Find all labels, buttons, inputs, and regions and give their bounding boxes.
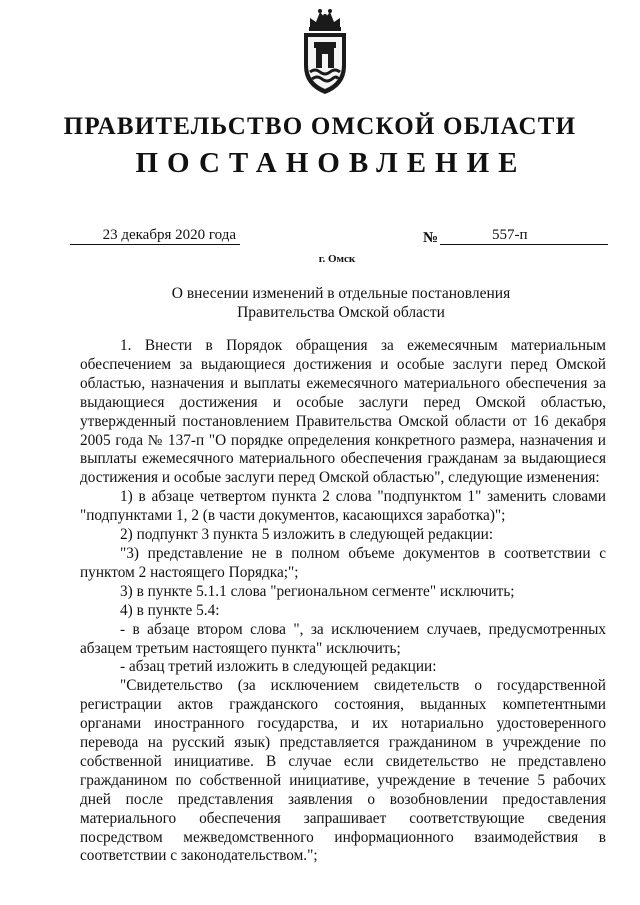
paragraph: 1) в абзаце четвертом пункта 2 слова "подпунктом 1" заменить словами "подпунктами 1, 2 (в части документов, касающихся заработка)"; bbox=[80, 488, 606, 525]
document-body bbox=[80, 337, 606, 866]
subject-line-2: Правительства Омской области bbox=[237, 303, 445, 321]
document-subject bbox=[0, 285, 640, 322]
paragraph: - абзац третий изложить в следующей редакции: bbox=[120, 658, 437, 676]
coat-of-arms-icon bbox=[296, 6, 354, 96]
paragraph: "3) представление не в полном объеме документов в соответствии с пунктом 2 настоящего Порядка;"; bbox=[80, 544, 606, 581]
subject-line-1: О внесении изменений в отдельные постановления bbox=[171, 285, 511, 302]
paragraph: 3) в пункте 5.1.1 слова "региональном сегменте" исключить; bbox=[120, 582, 515, 600]
paragraph: "Свидетельство (за исключением свидетельств о государственной регистрации актов гражданского состояния, выданных компетентными органами иностранного государства, и их нотариально удостоверенного перевода на русский язык) представляется гражданином в учреждение по собственной инициативе. В случае если свидетельство не представлено гражданином по собственной инициативе, учреждение в течение 5 рабочих дней после представления заявления о возобновлении предоставления материального обеспечения запрашивает соответствующие сведения посредством межведомственного информационного взаимодействия в соответствии с законодательством."; bbox=[80, 677, 606, 865]
paragraph: - в абзаце втором слова ", за исключением случаев, предусмотренных абзацем третьим настоящего пункта" исключить; bbox=[80, 620, 606, 657]
city-label: г. Омск bbox=[318, 253, 356, 265]
government-title: ПРАВИТЕЛЬСТВО ОМСКОЙ ОБЛАСТИ bbox=[63, 113, 577, 140]
document-number: 557-п bbox=[440, 226, 608, 245]
number-label: № bbox=[423, 230, 439, 246]
document-date: 23 декабря 2020 года bbox=[70, 226, 240, 245]
document-type-title: ПОСТАНОВЛЕНИЕ bbox=[135, 147, 527, 179]
paragraph: 2) подпункт 3 пункта 5 изложить в следующей редакции: bbox=[120, 526, 494, 544]
paragraph: 1. Внести в Порядок обращения за ежемесячным материальным обеспечением за выдающиеся достижения и особые заслуги перед Омской областью, назначения и выплаты ежемесячного материального обеспечения за выдающиеся достижения и особые заслуги перед Омской областью, утвержденный постановлением Правительства Омской области от 16 декабря 2005 года № 137-п "О порядке определения конкретного размера, назначения и выплаты ежемесячного материального обеспечения гражданам за выдающиеся достижения и особые заслуги перед Омской областью", следующие изменения: bbox=[80, 337, 606, 487]
paragraph: 4) в пункте 5.4: bbox=[120, 601, 220, 619]
